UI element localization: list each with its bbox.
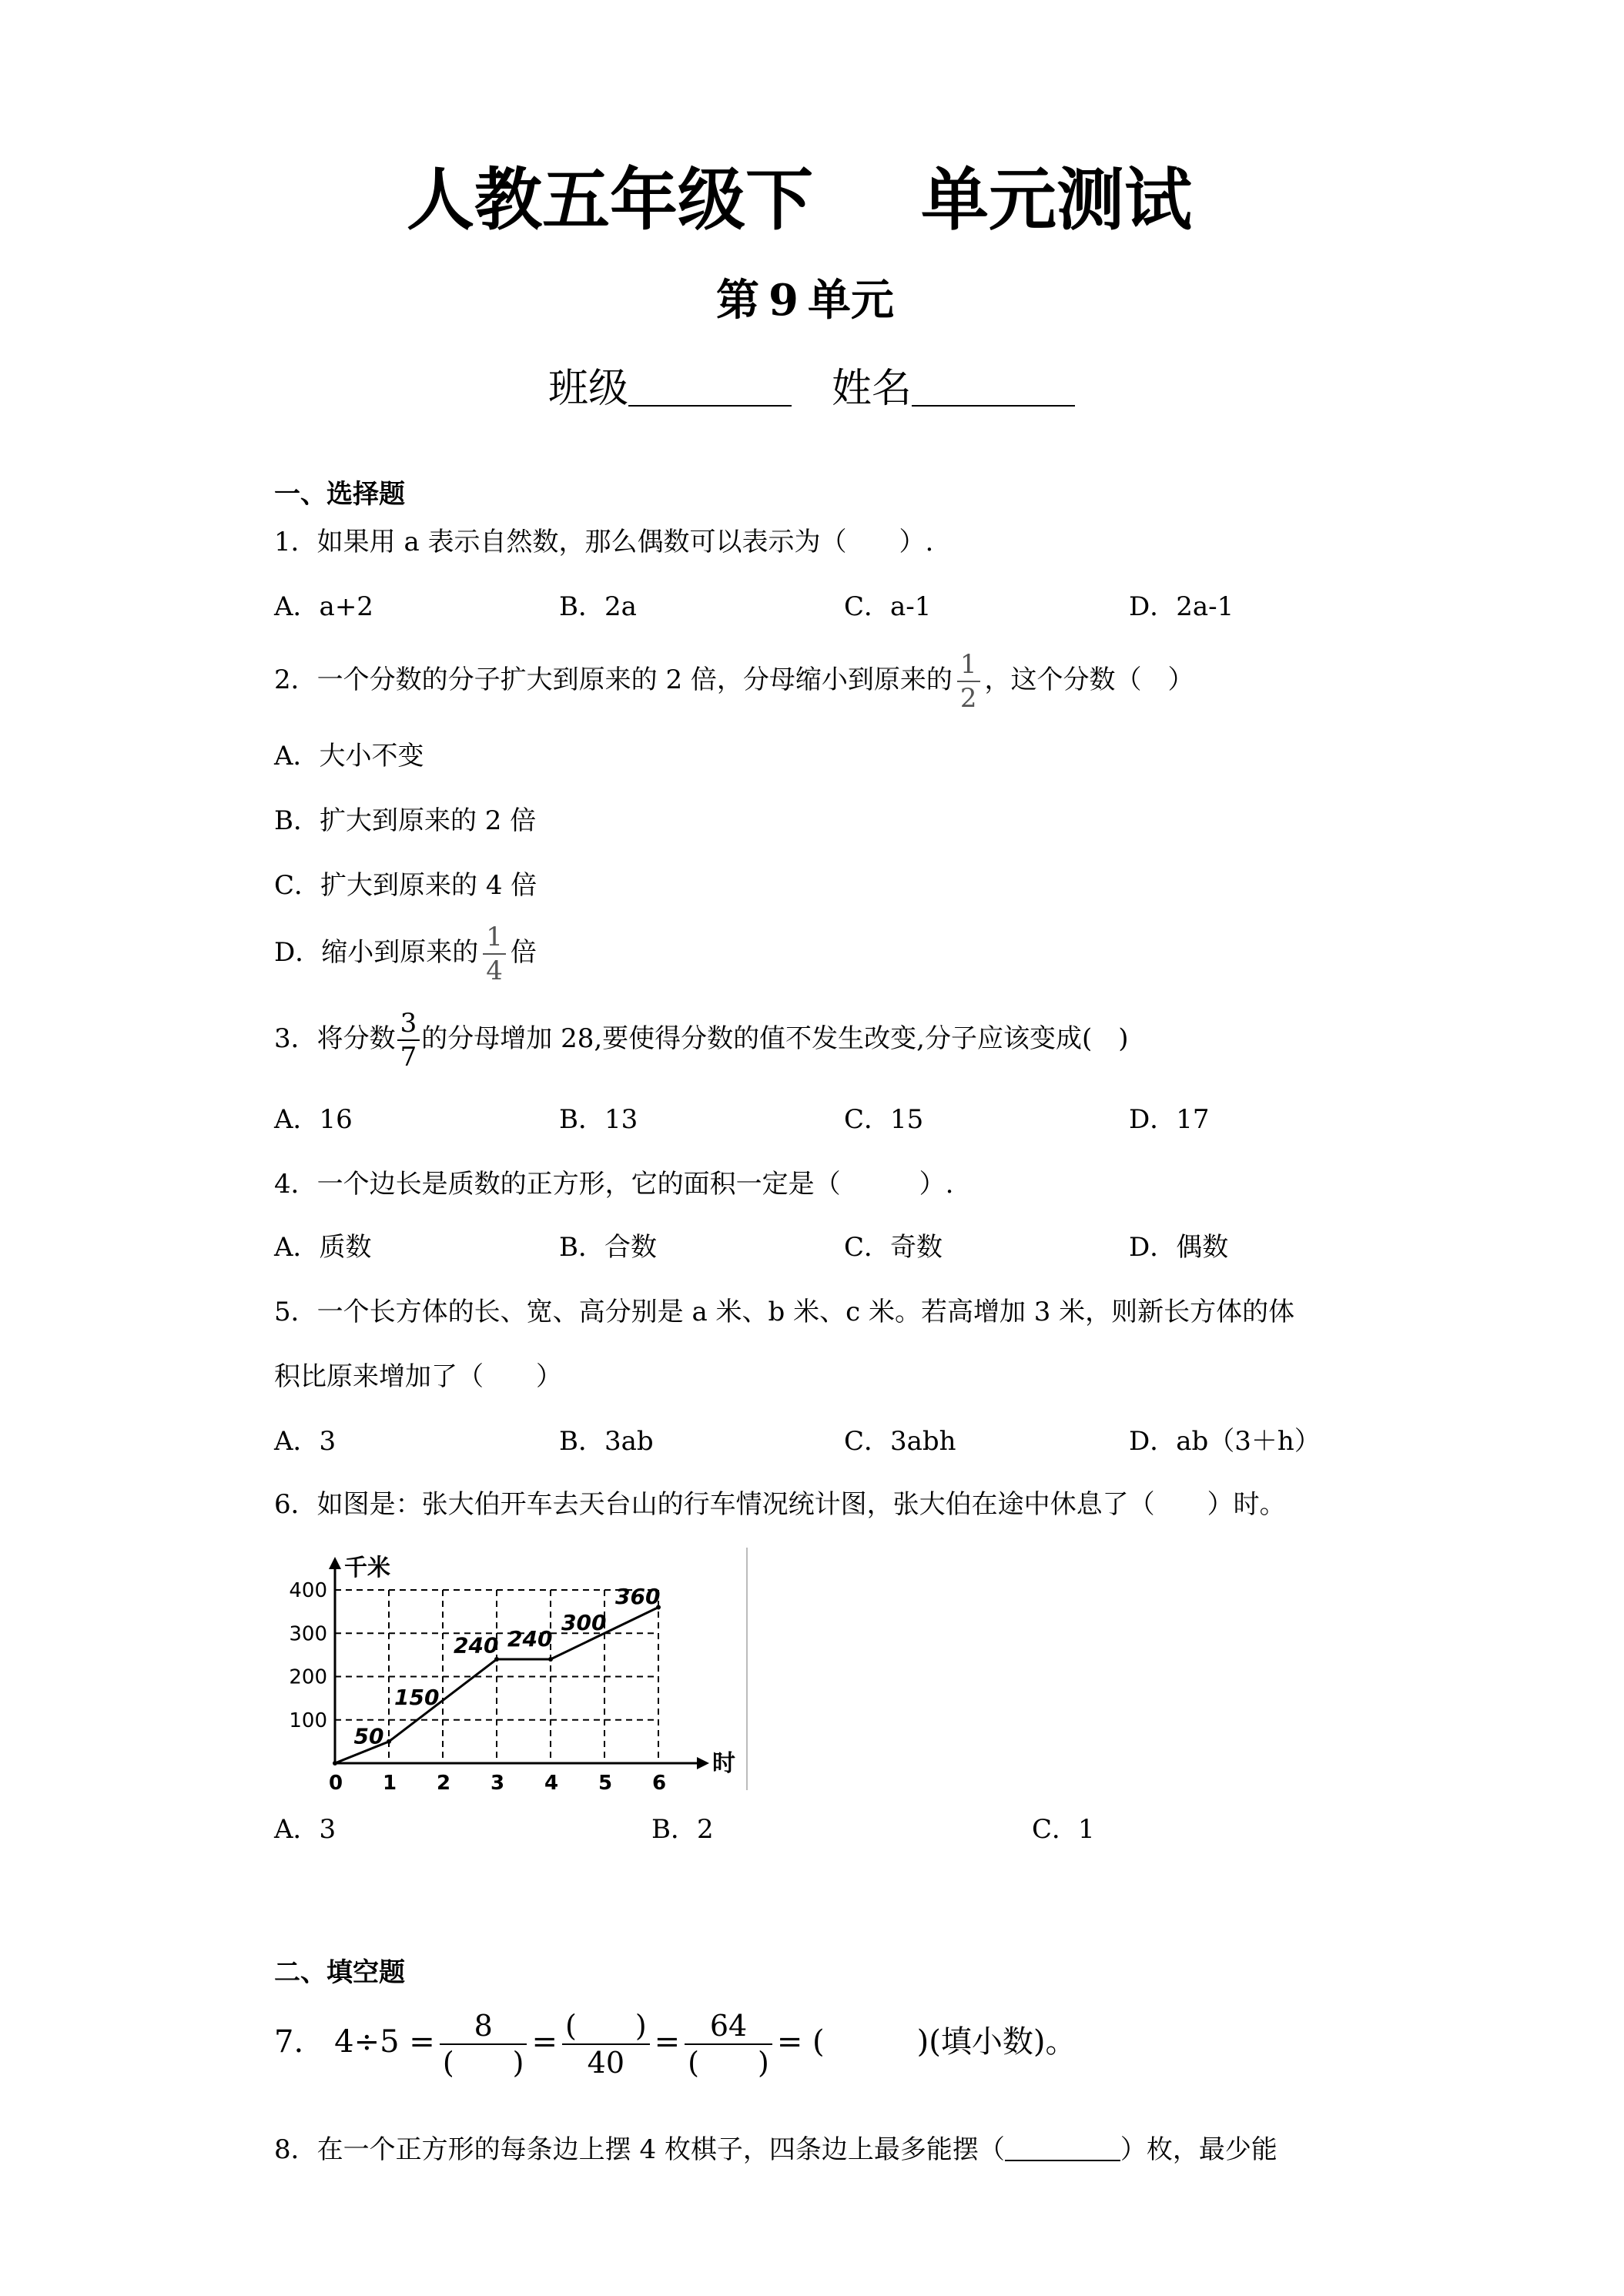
q2-option-a[interactable]: A．大小不变 xyxy=(274,741,424,771)
q7-blank-2[interactable]: ( ) xyxy=(562,2008,650,2045)
q5-option-a[interactable]: A．3 xyxy=(274,1426,337,1457)
y-tick-label: 400 xyxy=(289,1579,327,1602)
q3-option-d[interactable]: D．17 xyxy=(1129,1104,1210,1135)
question-7: 7. 4÷5 = $\frac{8}{( )}$ = $\frac{( )}{40}$ = $\frac{64}{( )}$ = ( )(填小数)。 xyxy=(274,2009,1077,2080)
q4-option-a[interactable]: A．质数 xyxy=(274,1232,372,1263)
fraction-one-half: $\frac{1}{2}$ xyxy=(957,648,980,715)
q8-answer-blank[interactable] xyxy=(1005,2135,1120,2161)
class-name-line xyxy=(548,356,1075,413)
section-heading-choice: 一、选择题 xyxy=(274,479,405,510)
q7-fraction-3: $\frac{64}{( )}$ xyxy=(685,2008,772,2080)
data-label: 240 xyxy=(454,1632,499,1658)
q5-option-c[interactable]: C．3abh xyxy=(844,1426,956,1457)
q6-option-b[interactable]: B．2 xyxy=(651,1814,714,1845)
q5-option-d[interactable]: D．ab（3＋h） xyxy=(1129,1426,1321,1457)
question-5-line2: 积比原来增加了（ ） xyxy=(274,1361,562,1392)
y-axis-arrow xyxy=(329,1557,341,1569)
section-heading-fill: 二、填空题 xyxy=(274,1957,405,1988)
q3-option-a[interactable]: A．16 xyxy=(274,1104,353,1135)
x-tick-label: 4 xyxy=(544,1772,559,1794)
q2-option-c[interactable]: C．扩大到原来的 4 倍 xyxy=(274,870,537,901)
x-axis-label: 时 xyxy=(712,1750,735,1777)
q2-option-d[interactable]: D．缩小到原来的 $\frac{1}{4}$ 倍 xyxy=(274,922,537,986)
name-label: 姓名 xyxy=(832,366,912,412)
question-8: 8．在一个正方形的每条边上摆 4 枚棋子，四条边上最多能摆（ ）枚，最少能 xyxy=(274,2134,1277,2165)
y-tick-label: 100 xyxy=(289,1709,327,1732)
question-2: 2．一个分数的分子扩大到原来的 2 倍，分母缩小到原来的 $\frac{1}{2}$ ，这个分数（ ） xyxy=(274,649,1194,714)
q7-fraction-1: $\frac{8}{( )}$ xyxy=(440,2008,527,2080)
data-label: 150 xyxy=(394,1685,440,1711)
class-blank[interactable] xyxy=(628,366,792,407)
q7-decimal-blank[interactable]: = ( )(填小数)。 xyxy=(776,2024,1077,2060)
x-tick-label: 3 xyxy=(491,1772,505,1794)
data-point xyxy=(548,1657,553,1662)
y-tick-label: 300 xyxy=(289,1622,327,1646)
data-label: 300 xyxy=(561,1609,607,1635)
q4-option-c[interactable]: C．奇数 xyxy=(844,1232,943,1263)
x-tick-label: 6 xyxy=(652,1772,667,1794)
q1-option-b[interactable]: B．2a xyxy=(559,591,637,622)
title-right: 单元测试 xyxy=(921,160,1193,239)
q5-option-b[interactable]: B．3ab xyxy=(559,1426,654,1457)
q6-option-a[interactable]: A．3 xyxy=(274,1814,337,1845)
class-label: 班级 xyxy=(548,366,629,412)
q1-option-c[interactable]: C．a-1 xyxy=(844,591,932,622)
x-axis-arrow xyxy=(697,1757,709,1769)
q2-option-b[interactable]: B．扩大到原来的 2 倍 xyxy=(274,805,537,836)
x-tick-label: 2 xyxy=(437,1772,451,1794)
q1-option-a[interactable]: A．a+2 xyxy=(274,591,373,622)
fraction-three-sevenths: $\frac{3}{7}$ xyxy=(397,1007,420,1073)
q1-option-d[interactable]: D．2a-1 xyxy=(1129,591,1234,622)
question-3: 3．将分数 $\frac{3}{7}$ 的分母增加 28,要使得分数的值不发生改变,分子应该变成( ) xyxy=(274,1008,1129,1073)
q7-blank-1[interactable]: ( ) xyxy=(442,2046,524,2080)
q3-option-c[interactable]: C．15 xyxy=(844,1104,924,1135)
title-left: 人教五年级下 xyxy=(407,160,814,239)
question-5-line1: 5．一个长方体的长、宽、高分别是 a 米、b 米、c 米。若高增加 3 米，则新长方体的体 xyxy=(274,1297,1295,1327)
question-4: 4．一个边长是质数的正方形，它的面积一定是（ ）. xyxy=(274,1169,954,1200)
q7-fraction-2: $\frac{( )}{40}$ xyxy=(562,2008,650,2080)
x-tick-label: 0 xyxy=(329,1772,343,1794)
q7-blank-3[interactable]: ( ) xyxy=(688,2046,769,2080)
page-title xyxy=(407,146,1192,243)
data-point xyxy=(387,1739,391,1744)
x-tick-label: 1 xyxy=(383,1772,397,1794)
chart-annotations xyxy=(354,1584,661,1749)
data-label: 240 xyxy=(507,1626,553,1652)
q4-option-b[interactable]: B．合数 xyxy=(559,1232,657,1263)
unit-subtitle: 第 9 单元 xyxy=(716,275,894,326)
data-label: 50 xyxy=(353,1723,384,1749)
chart-tick-labels xyxy=(289,1579,666,1794)
x-tick-label: 5 xyxy=(598,1772,613,1794)
q4-option-d[interactable]: D．偶数 xyxy=(1129,1232,1229,1263)
name-blank[interactable] xyxy=(912,366,1075,407)
data-point xyxy=(333,1761,337,1766)
question-6: 6．如图是：张大伯开车去天台山的行车情况统计图，张大伯在途中休息了（ ）时。 xyxy=(274,1489,1286,1520)
q3-option-b[interactable]: B．13 xyxy=(559,1104,638,1135)
travel-distance-chart xyxy=(262,1540,755,1794)
y-tick-label: 200 xyxy=(289,1665,327,1689)
q6-option-c[interactable]: C．1 xyxy=(1032,1814,1095,1845)
data-label: 360 xyxy=(615,1584,661,1609)
question-1: 1．如果用 a 表示自然数，那么偶数可以表示为（ ）. xyxy=(274,527,934,557)
fraction-one-quarter: $\frac{1}{4}$ xyxy=(483,921,506,987)
y-axis-label: 千米 xyxy=(344,1555,390,1581)
